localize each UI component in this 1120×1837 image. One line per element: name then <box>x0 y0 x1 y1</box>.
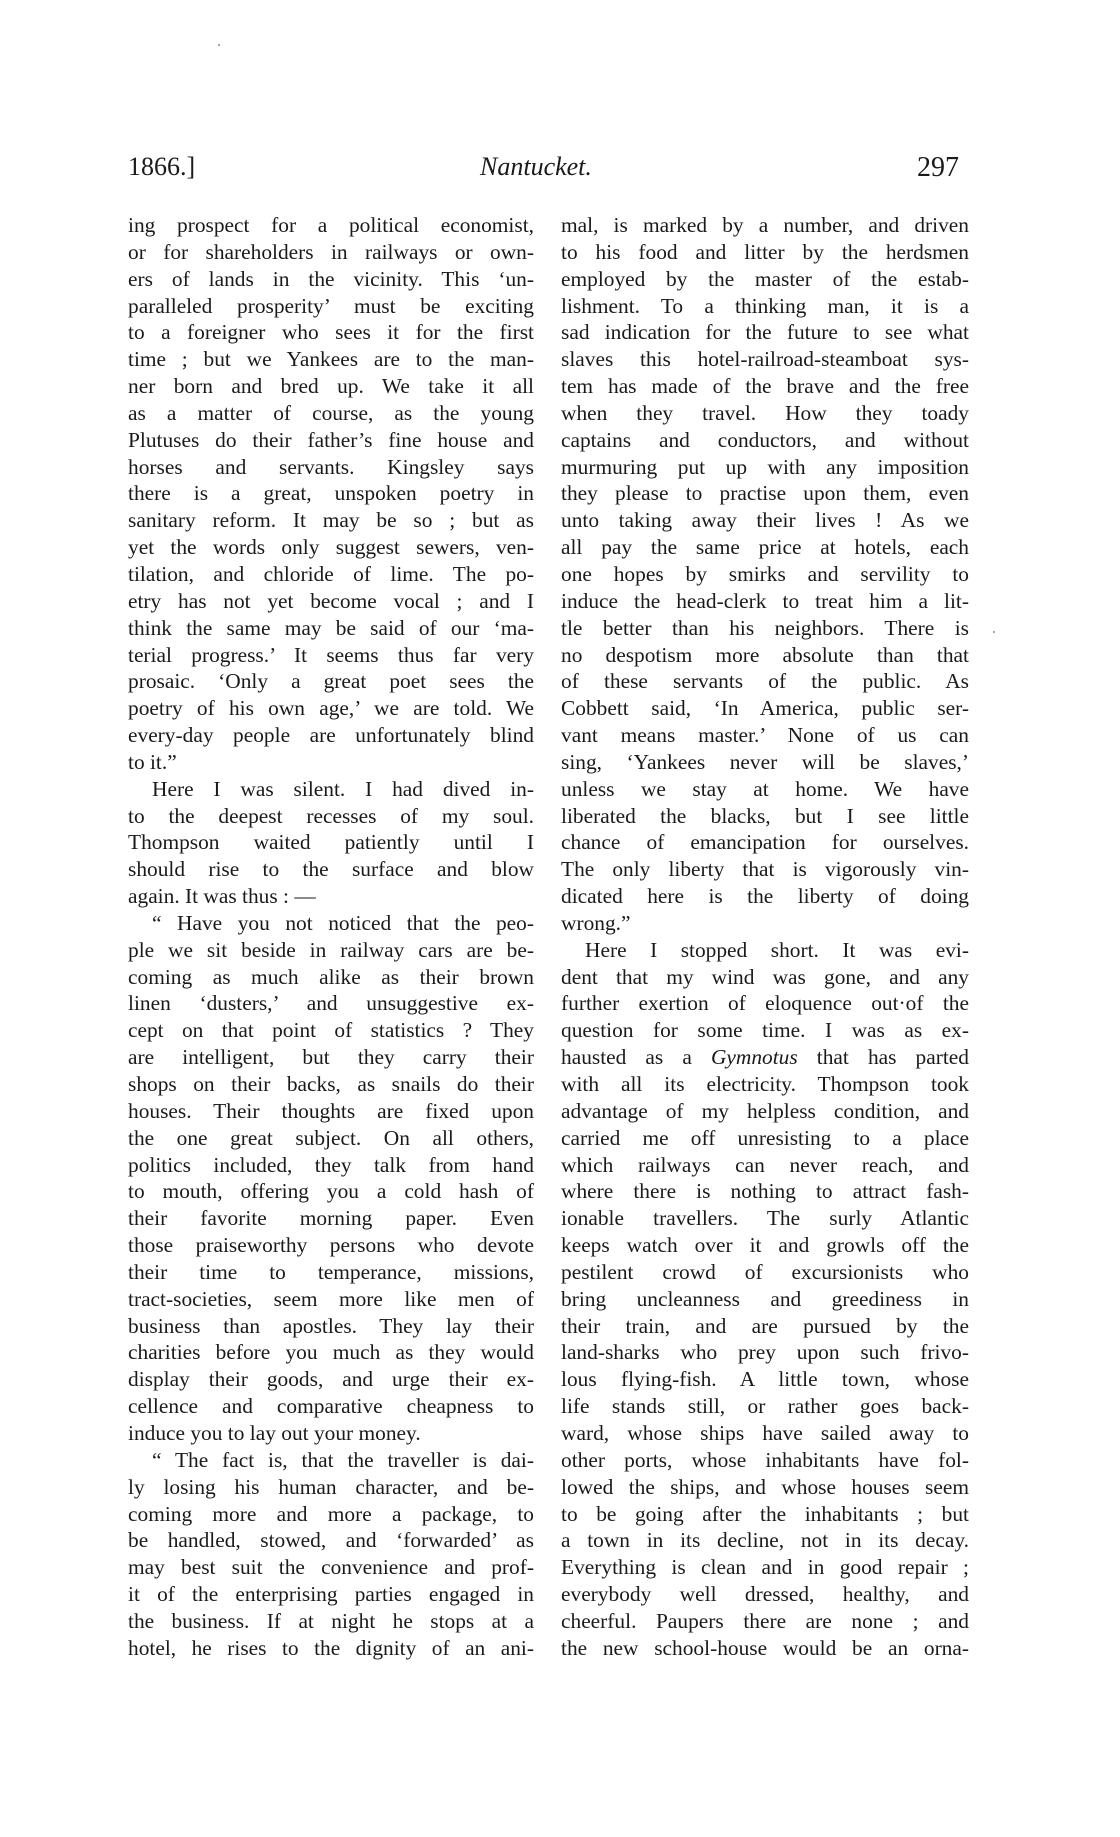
text-line: paralleled prosperity’ must be exciting <box>128 293 534 318</box>
text-line: yet the words only suggest sewers, ven- <box>128 535 534 560</box>
text-line: slaves this hotel-railroad-steamboat sys- <box>561 347 969 372</box>
text-line: houses. Their thoughts are fixed upon <box>128 1098 534 1123</box>
text-line: of these servants of the public. As <box>561 669 969 694</box>
text-line: advantage of my helpless condition, and <box>561 1098 969 1123</box>
text-line: ner born and bred up. We take it all <box>128 374 534 399</box>
text-line: “ The fact is, that the traveller is dai- <box>152 1447 534 1472</box>
text-fragment: hausted as a <box>561 1045 711 1070</box>
text-line: land-sharks who prey upon such frivo- <box>561 1340 969 1365</box>
text-line: cellence and comparative cheapness to <box>128 1394 534 1419</box>
text-line: sanitary reform. It may be so ; but as <box>128 508 534 533</box>
text-line: ple we sit beside in railway cars are be- <box>128 937 534 962</box>
text-line: one hopes by smirks and servility to <box>561 561 969 586</box>
text-line: the business. If at night he stops at a <box>128 1608 534 1633</box>
text-line: Plutuses do their father’s fine house and <box>128 427 534 452</box>
text-line: think the same may be said of our ‘ma- <box>128 615 534 640</box>
text-line: induce you to lay out your money. <box>128 1420 421 1445</box>
text-line: may best suit the convenience and prof- <box>128 1555 534 1580</box>
text-fragment: that has parted <box>797 1045 969 1070</box>
text-line: lowed the ships, and whose houses seem <box>561 1474 969 1499</box>
text-line: poetry of his own age,’ we are told. We <box>128 696 534 721</box>
text-line: terial progress.’ It seems thus far very <box>128 642 534 667</box>
text-line: Cobbett said, ‘In America, public ser- <box>561 696 969 721</box>
text-line: tract-societies, seem more like men of <box>128 1286 534 1311</box>
text-line: to the deepest recesses of my soul. <box>128 803 534 828</box>
text-line: wrong.” <box>561 910 631 935</box>
text-line: the one great subject. On all others, <box>128 1125 534 1150</box>
text-line: other ports, whose inhabitants have fol- <box>561 1447 969 1472</box>
text-line: as a matter of course, as the young <box>128 400 534 425</box>
running-head <box>0 152 1120 192</box>
text-line: employed by the master of the estab- <box>561 266 969 291</box>
text-line: ly losing his human character, and be- <box>128 1474 534 1499</box>
text-line: shops on their backs, as snails do their <box>128 1072 534 1096</box>
left-column <box>128 212 534 1662</box>
text-line: to mouth, offering you a cold hash of <box>128 1179 534 1204</box>
text-line: ward, whose ships have sailed away to <box>561 1420 969 1445</box>
text-line: again. It was thus : — <box>128 884 316 909</box>
text-line: Thompson waited patiently until I <box>128 830 534 855</box>
text-line: Everything is clean and in good repair ; <box>561 1555 969 1580</box>
scan-speck <box>218 44 220 46</box>
text-line: carried me off unresisting to a place <box>561 1125 969 1150</box>
text-line: further exertion of eloquence out·of the <box>561 991 969 1016</box>
text-line: no despotism more absolute than that <box>561 642 969 667</box>
text-line: those praiseworthy persons who devote <box>128 1233 534 1258</box>
text-line: ing prospect for a political economist, <box>128 213 534 237</box>
italic-term: Gymnotus <box>710 1045 798 1070</box>
text-line: life stands still, or rather goes back- <box>561 1394 969 1419</box>
text-line: murmuring put up with any imposition <box>561 454 969 479</box>
text-line: The only liberty that is vigorously vin- <box>561 857 969 882</box>
page-number: 297 <box>917 152 959 183</box>
text-line: induce the head-clerk to treat him a lit- <box>561 588 969 613</box>
text-line: their train, and are pursued by the <box>561 1313 969 1338</box>
text-line: cept on that point of statistics ? They <box>128 1018 534 1043</box>
text-line: prosaic. ‘Only a great poet sees the <box>128 669 534 694</box>
text-line: all pay the same price at hotels, each <box>561 535 969 560</box>
text-line: vant means master.’ None of us can <box>561 723 969 748</box>
text-line: where there is nothing to attract fash- <box>561 1179 969 1204</box>
right-column <box>561 212 969 1662</box>
text-line: coming as much alike as their brown <box>128 964 534 989</box>
text-line: “ Have you not noticed that the peo- <box>152 910 534 935</box>
text-line: should rise to the surface and blow <box>128 857 534 882</box>
text-line: sad indication for the future to see what <box>561 320 969 345</box>
text-line: their time to temperance, missions, <box>128 1259 534 1284</box>
text-line: linen ‘dusters,’ and unsuggestive ex- <box>128 991 534 1016</box>
text-line: time ; but we Yankees are to the man- <box>128 347 534 372</box>
text-line: business than apostles. They lay their <box>128 1313 534 1338</box>
text-line: chance of emancipation for ourselves. <box>561 830 969 855</box>
text-line: pestilent crowd of excursionists who <box>561 1259 969 1284</box>
text-line: there is a great, unspoken poetry in <box>128 481 534 506</box>
text-line: their favorite morning paper. Even <box>128 1206 534 1231</box>
text-line: lishment. To a thinking man, it is a <box>561 293 969 318</box>
text-line: it of the enterprising parties engaged in <box>128 1582 534 1607</box>
text-line: ionable travellers. The surly Atlantic <box>561 1206 969 1231</box>
text-line: captains and conductors, and without <box>561 427 969 452</box>
scan-speck <box>993 631 995 633</box>
text-line: or for shareholders in railways or own- <box>128 239 534 264</box>
text-line: hotel, he rises to the dignity of an ani- <box>128 1635 534 1660</box>
text-line: are intelligent, but they carry their <box>128 1045 534 1070</box>
running-head-title: Nantucket. <box>480 152 592 181</box>
text-line: tilation, and chloride of lime. The po- <box>128 561 534 586</box>
text-line: unless we stay at home. We have <box>561 776 969 801</box>
text-line: Here I was silent. I had dived in- <box>152 776 534 801</box>
text-line: a town in its decline, not in its decay. <box>561 1528 969 1553</box>
text-line: charities before you much as they would <box>128 1340 534 1365</box>
text-line: the new school-house would be an orna- <box>561 1635 969 1660</box>
text-line: display their goods, and urge their ex- <box>128 1367 534 1392</box>
text-line: unto taking away their lives ! As we <box>561 508 969 533</box>
text-line: tle better than his neighbors. There is <box>561 615 969 640</box>
text-line: which railways can never reach, and <box>561 1152 969 1177</box>
text-line: to a foreigner who sees it for the first <box>128 320 534 345</box>
text-line: horses and servants. Kingsley says <box>128 454 534 479</box>
text-line: etry has not yet become vocal ; and I <box>128 588 534 613</box>
text-line: lous flying-fish. A little town, whose <box>561 1367 969 1392</box>
text-line: to his food and litter by the herdsmen <box>561 239 969 264</box>
text-line: question for some time. I was as ex- <box>561 1018 969 1043</box>
text-line: to be going after the inhabitants ; but <box>561 1501 969 1526</box>
text-line: when they travel. How they toady <box>561 400 969 425</box>
text-line <box>561 1044 969 1071</box>
text-line: tem has made of the brave and the free <box>561 374 969 399</box>
running-head-year: 1866.] <box>128 152 196 181</box>
text-line: every-day people are unfortunately blind <box>128 723 534 748</box>
text-line: dent that my wind was gone, and any <box>561 964 969 989</box>
text-line: be handled, stowed, and ‘forwarded’ as <box>128 1528 534 1553</box>
text-line: bring uncleanness and greediness in <box>561 1286 969 1311</box>
text-line: Here I stopped short. It was evi- <box>585 937 969 962</box>
text-line: ers of lands in the vicinity. This ‘un- <box>128 266 534 291</box>
text-line: mal, is marked by a number, and driven <box>561 213 969 237</box>
text-line: liberated the blacks, but I see little <box>561 803 969 828</box>
text-line: everybody well dressed, healthy, and <box>561 1582 969 1607</box>
text-line: with all its electricity. Thompson took <box>561 1072 969 1096</box>
text-line: cheerful. Paupers there are none ; and <box>561 1608 969 1633</box>
text-line: they please to practise upon them, even <box>561 481 969 506</box>
text-line: dicated here is the liberty of doing <box>561 884 969 909</box>
text-line: to it.” <box>128 749 177 774</box>
text-line: politics included, they talk from hand <box>128 1152 534 1177</box>
text-line: keeps watch over it and growls off the <box>561 1233 969 1258</box>
text-line: sing, ‘Yankees never will be slaves,’ <box>561 749 969 774</box>
text-line: coming more and more a package, to <box>128 1501 534 1526</box>
